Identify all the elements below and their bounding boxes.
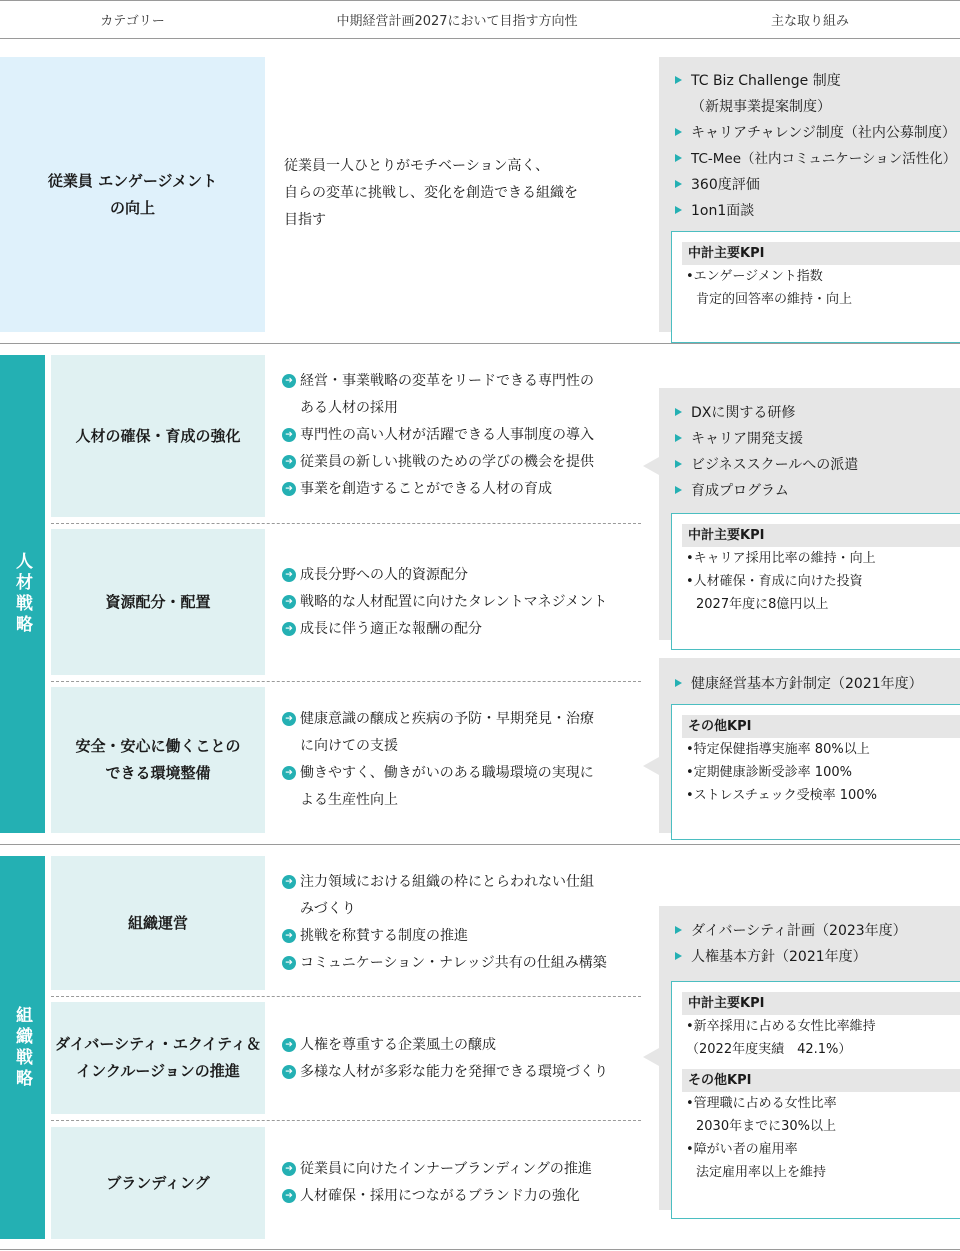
hr-category-line: 人材の確保・育成の強化: [75, 426, 241, 445]
arrow-circle-icon: ➔: [282, 374, 296, 388]
kpi-line: •定期健康診断受診率 100%: [686, 765, 852, 780]
kpi-title: その他KPI: [682, 1069, 960, 1092]
org-row1-bullets: [282, 869, 642, 977]
initiative-item: キャリアチャレンジ制度（社内公募制度）: [675, 120, 960, 146]
hr-kpi-box: [671, 513, 960, 650]
initiative-item: キャリア開発支援: [675, 426, 955, 452]
direction-bullet: ➔ 人材確保・採用につながるブランド力の強化: [282, 1183, 642, 1210]
direction-bullet: ➔ 従業員の新しい挑戦のための学びの機会を提供: [282, 449, 642, 476]
triangle-bullet-icon: [675, 434, 682, 442]
kpi-line: 2027年度に8億円以上: [696, 597, 829, 612]
kpi-line: •新卒採用に占める女性比率維持: [686, 1019, 876, 1034]
kpi-line: •エンゲージメント指数: [686, 269, 823, 284]
direction-bullet: ➔ 人権を尊重する企業風土の醸成: [282, 1032, 642, 1059]
arrow-circle-icon: ➔: [282, 929, 296, 943]
top-rule: [0, 0, 960, 1]
initiative-item: TC-Mee（社内コミュニケーション活性化）: [675, 146, 960, 172]
triangle-bullet-icon: [675, 408, 682, 416]
arrow-circle-icon: ➔: [282, 455, 296, 469]
kpi-line: •特定保健指導実施率 80%以上: [686, 742, 870, 757]
column-header-category: カテゴリー: [100, 14, 165, 29]
hr-category-cell: [51, 355, 265, 517]
arrow-circle-icon: ➔: [282, 1189, 296, 1203]
initiative-item: 育成プログラム: [675, 478, 955, 504]
hr-category-cell: [51, 687, 265, 833]
column-header-initiatives: 主な取り組み: [770, 14, 849, 29]
triangle-bullet-icon: [675, 460, 682, 468]
org-kpi-box: [671, 981, 960, 1219]
bottom-rule: [0, 1249, 960, 1250]
arrow-circle-icon: ➔: [282, 1162, 296, 1176]
direction-bullet: ➔ 健康意識の醸成と疾病の予防・早期発見・治療 に向けての支援: [282, 706, 642, 760]
health-initiatives-list: [675, 671, 955, 697]
hr-strategy-label: 人材戦略: [12, 552, 32, 636]
triangle-bullet-icon: [675, 206, 682, 214]
direction-bullet: ➔ 事業を創造することができる人材の育成: [282, 476, 642, 503]
hr-category-line: 安全・安心に働くことの: [75, 737, 241, 755]
section-rule: [0, 343, 960, 344]
arrow-circle-icon: ➔: [282, 1038, 296, 1052]
kpi-title: その他KPI: [682, 715, 960, 738]
direction-bullet: ➔ 専門性の高い人材が活躍できる人事制度の導入: [282, 422, 642, 449]
org-strategy-band: [0, 856, 45, 1239]
kpi-line: 肯定的回答率の維持・向上: [696, 292, 853, 307]
column-header-direction: 中期経営計画2027において目指す方向性: [336, 14, 578, 29]
pointer-triangle: [643, 457, 659, 475]
kpi-line: 法定雇用率以上を維持: [696, 1165, 827, 1180]
org-category-line: ダイバーシティ・エクイティ＆: [55, 1035, 261, 1053]
initiative-item: TC Biz Challenge 制度 （新規事業提案制度）: [675, 68, 960, 120]
org-category-line: ブランディング: [106, 1173, 210, 1192]
initiative-item: ダイバーシティ計画（2023年度）: [675, 918, 955, 944]
arrow-circle-icon: ➔: [282, 622, 296, 636]
arrow-circle-icon: ➔: [282, 956, 296, 970]
initiative-item: 健康経営基本方針制定（2021年度）: [675, 671, 955, 697]
engagement-category-line: の向上: [109, 198, 155, 217]
kpi-title: 中計主要KPI: [682, 524, 960, 547]
org-initiatives-list: [675, 918, 955, 970]
kpi-line: •管理職に占める女性比率: [686, 1096, 837, 1111]
row-divider: [51, 681, 641, 682]
header-rule: [0, 38, 960, 39]
engagement-direction-line: 自らの変革に挑戦し、変化を創造できる組織を: [284, 185, 578, 201]
section-rule: [0, 844, 960, 845]
triangle-bullet-icon: [675, 952, 682, 960]
row-divider: [51, 996, 641, 997]
initiative-item: 1on1面談: [675, 198, 960, 224]
hr-initiatives-list: [675, 400, 955, 504]
org-category-cell: [51, 1127, 265, 1239]
kpi-line: 2030年までに30%以上: [696, 1119, 836, 1134]
hr-row1-bullets: [282, 368, 642, 503]
arrow-circle-icon: ➔: [282, 766, 296, 780]
pointer-triangle: [643, 757, 659, 775]
org-category-cell: [51, 856, 265, 990]
hr-strategy-band: [0, 355, 45, 833]
direction-bullet: ➔ 多様な人材が多彩な能力を発揮できる環境づくり: [282, 1059, 642, 1086]
hr-category-cell: [51, 529, 265, 675]
arrow-circle-icon: ➔: [282, 875, 296, 889]
arrow-circle-icon: ➔: [282, 595, 296, 609]
org-row2-bullets: [282, 1032, 642, 1086]
org-category-line: 組織運営: [127, 913, 188, 932]
arrow-circle-icon: ➔: [282, 712, 296, 726]
engagement-direction-line: 従業員一人ひとりがモチベーション高く、: [284, 158, 550, 174]
arrow-circle-icon: ➔: [282, 568, 296, 582]
direction-bullet: ➔ 注力領域における組織の枠にとらわれない仕組 みづくり: [282, 869, 642, 923]
direction-bullet: ➔ コミュニケーション・ナレッジ共有の仕組み構築: [282, 950, 642, 977]
initiative-item: 360度評価: [675, 172, 960, 198]
triangle-bullet-icon: [675, 679, 682, 687]
direction-bullet: ➔ 挑戦を称賛する制度の推進: [282, 923, 642, 950]
engagement-kpi-box: [671, 231, 960, 343]
kpi-title: 中計主要KPI: [682, 242, 960, 265]
direction-bullet: ➔ 成長に伴う適正な報酬の配分: [282, 616, 642, 643]
engagement-category-line: 従業員 エンゲージメント: [47, 171, 218, 190]
hr-row2-bullets: [282, 562, 642, 643]
row-divider: [51, 523, 641, 524]
kpi-line: •ストレスチェック受検率 100%: [686, 788, 877, 803]
triangle-bullet-icon: [675, 486, 682, 494]
triangle-bullet-icon: [675, 76, 682, 84]
pointer-triangle: [643, 1048, 659, 1066]
org-strategy-label: 組織戦略: [12, 1005, 32, 1090]
engagement-direction: [284, 153, 644, 234]
engagement-category-cell: [0, 57, 265, 332]
direction-bullet: ➔ 従業員に向けたインナーブランディングの推進: [282, 1156, 642, 1183]
health-kpi-box: [671, 704, 960, 840]
arrow-circle-icon: ➔: [282, 1065, 296, 1079]
hr-category-line: できる環境整備: [105, 764, 211, 782]
org-category-cell: [51, 1002, 265, 1114]
triangle-bullet-icon: [675, 154, 682, 162]
kpi-line: （2022年度実績 42.1%）: [686, 1042, 852, 1057]
initiative-item: DXに関する研修: [675, 400, 955, 426]
org-category-line: インクルージョンの推進: [76, 1062, 240, 1080]
initiative-item: 人権基本方針（2021年度）: [675, 944, 955, 970]
engagement-direction-line: 目指す: [284, 212, 326, 228]
kpi-line: •人材確保・育成に向けた投資: [686, 574, 863, 589]
org-row3-bullets: [282, 1156, 642, 1210]
triangle-bullet-icon: [675, 180, 682, 188]
triangle-bullet-icon: [675, 128, 682, 136]
direction-bullet: ➔ 成長分野への人的資源配分: [282, 562, 642, 589]
kpi-title: 中計主要KPI: [682, 992, 960, 1015]
direction-bullet: ➔ 働きやすく、働きがいのある職場環境の実現に よる生産性向上: [282, 760, 642, 814]
kpi-line: •障がい者の雇用率: [686, 1142, 798, 1157]
initiative-item: ビジネススクールへの派遣: [675, 452, 955, 478]
arrow-circle-icon: ➔: [282, 428, 296, 442]
engagement-initiatives-list: [675, 68, 960, 224]
direction-bullet: ➔ 戦略的な人材配置に向けたタレントマネジメント: [282, 589, 642, 616]
direction-bullet: ➔ 経営・事業戦略の変革をリードできる専門性の ある人材の採用: [282, 368, 642, 422]
hr-row3-bullets: [282, 706, 642, 814]
hr-category-line: 資源配分・配置: [105, 592, 211, 611]
kpi-line: •キャリア採用比率の維持・向上: [686, 551, 876, 566]
triangle-bullet-icon: [675, 926, 682, 934]
row-divider: [51, 1120, 641, 1121]
arrow-circle-icon: ➔: [282, 482, 296, 496]
